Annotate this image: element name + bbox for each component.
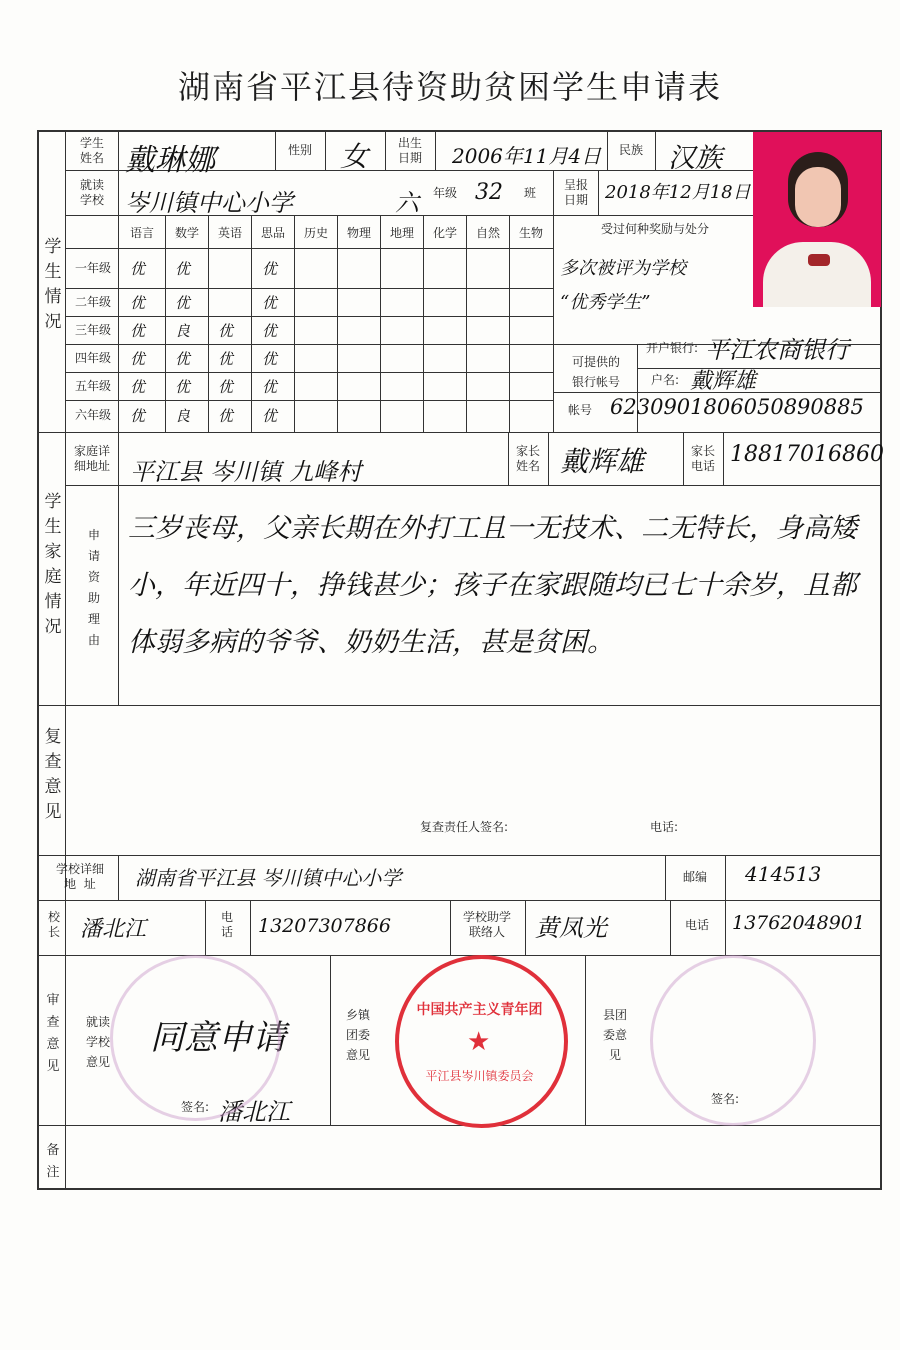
section-remarks: 备 注 [46, 1143, 60, 1180]
label-bank: 开户银行: [645, 341, 699, 355]
score: 优 [218, 407, 234, 425]
grade-label: 五年级 [74, 379, 111, 393]
label-parent: 家长 姓名 [515, 444, 540, 473]
birth-value: 2006年11月4日 [452, 144, 602, 168]
score: 优 [175, 378, 191, 396]
student-name-value: 戴琳娜 [125, 143, 215, 178]
label-review-signer: 复查责任人签名: [420, 820, 509, 834]
gender-value: 女 [340, 140, 369, 173]
label-address: 家庭详 细地址 [73, 444, 110, 473]
star-icon: ★ [467, 1027, 491, 1057]
score: 优 [218, 322, 234, 340]
label-account: 帐号 [567, 403, 592, 417]
label-bank-account: 可提供的 银行帐号 [571, 355, 620, 389]
score: 优 [262, 407, 278, 425]
ethnicity-value: 汉族 [668, 143, 722, 174]
grade-label: 六年级 [74, 408, 111, 422]
label-county-opinion: 县团 委意 见 [602, 1008, 627, 1062]
class-value: 32 [475, 180, 503, 205]
score: 优 [262, 260, 278, 278]
holder-value: 戴辉雄 [690, 369, 757, 394]
contact-phone-value: 13762048901 [732, 912, 865, 934]
label-town-opinion: 乡镇 团委 意见 [345, 1008, 370, 1062]
section-review: 复 查 意 见 [44, 727, 62, 822]
label-birth: 出生 日期 [397, 136, 422, 165]
grade-label: 三年级 [74, 323, 111, 337]
account-value: 6230901806050890885 [610, 395, 864, 419]
subject-6: 地理 [389, 226, 414, 240]
subject-0: 语言 [129, 226, 154, 240]
subject-4: 历史 [303, 226, 328, 240]
label-signature2: 签名: [710, 1092, 740, 1106]
section-approval: 审 查 意 见 [46, 993, 60, 1074]
label-holder: 户名: [650, 373, 680, 387]
label-ethnicity: 民族 [618, 143, 643, 157]
label-student-name: 学生 姓名 [79, 136, 104, 165]
principal-phone-value: 13207307866 [258, 915, 391, 937]
score: 优 [130, 322, 146, 340]
label-parent-phone: 家长 电话 [690, 444, 715, 473]
label-review-phone: 电话: [650, 820, 679, 834]
label-principal: 校 长 [47, 910, 60, 939]
label-awards: 受过何种奖励与处分 [600, 222, 709, 236]
score: 优 [130, 260, 146, 278]
score: 优 [175, 260, 191, 278]
score: 优 [262, 294, 278, 312]
address-value: 平江县 岑川镇 九峰村 [130, 458, 362, 486]
score: 优 [218, 350, 234, 368]
subject-3: 思品 [260, 226, 285, 240]
awards-value: 多次被评为学校 “优秀学生” [560, 258, 686, 313]
student-photo [753, 132, 881, 307]
subject-5: 物理 [346, 226, 371, 240]
score: 优 [262, 378, 278, 396]
label-postcode: 邮编 [682, 870, 707, 884]
school-address-value: 湖南省平江县 岑川镇中心小学 [135, 866, 402, 890]
school-opinion-value: 同意申请 [150, 1018, 286, 1058]
parent-phone-value: 18817016860 [730, 442, 884, 467]
official-stamp [395, 955, 568, 1128]
score: 良 [175, 322, 191, 340]
label-grade: 年级 [432, 186, 457, 200]
stamp-sub: 平江县岑川镇委员会 [425, 1069, 534, 1083]
section-student: 学 生 情 况 [44, 237, 62, 332]
score: 优 [130, 378, 146, 396]
page-title: 湖南省平江县待资助贫困学生申请表 [177, 68, 722, 106]
stamp-text: 中国共产主义青年团 [416, 1002, 543, 1018]
grade-label: 一年级 [74, 261, 111, 275]
score: 优 [130, 350, 146, 368]
subject-8: 自然 [475, 226, 500, 240]
score: 优 [262, 350, 278, 368]
contact-value: 黄凤光 [535, 914, 607, 942]
subject-9: 生物 [518, 226, 543, 240]
bank-value: 平江农商银行 [705, 336, 849, 364]
label-gender: 性别 [287, 143, 312, 157]
parent-value: 戴辉雄 [560, 445, 645, 478]
section-family: 学 生 家 庭 情 况 [44, 492, 62, 637]
score: 优 [175, 294, 191, 312]
grade-label: 二年级 [74, 295, 111, 309]
label-contact-phone: 电话 [684, 918, 709, 932]
reason-value: 三岁丧母，父亲长期在外打工且一无技术、二无特长，身高矮小，年近四十，挣钱甚少；孩子在家跟随均已七十余岁，且都体弱多病的爷爷、奶奶生活，甚是贫困。 [128, 513, 857, 658]
label-school-address: 学校详细 地 址 [55, 862, 104, 891]
school-value: 岑川镇中心小学 [125, 189, 293, 217]
label-principal-phone: 电 话 [220, 910, 233, 939]
faint-stamp [110, 955, 281, 1121]
label-signature: 签名: [180, 1100, 210, 1114]
grade-value: 六 [395, 189, 419, 217]
postcode-value: 414513 [745, 862, 822, 886]
grade-label: 四年级 [74, 351, 111, 365]
score: 优 [175, 350, 191, 368]
label-class-unit: 班 [523, 186, 536, 200]
subject-7: 化学 [432, 226, 457, 240]
label-school: 就读 学校 [79, 178, 104, 207]
label-aid-contact: 学校助学 联络人 [462, 910, 511, 939]
faint-stamp [650, 955, 816, 1126]
label-school-opinion: 就读 学校 意见 [85, 1015, 110, 1069]
label-reason: 申 请 资 助 理 由 [87, 528, 100, 647]
score: 良 [175, 407, 191, 425]
score: 优 [218, 378, 234, 396]
principal-value: 潘北江 [80, 917, 147, 942]
school-sign-value: 潘北江 [218, 1098, 290, 1126]
subject-1: 数学 [174, 226, 199, 240]
score: 优 [130, 294, 146, 312]
report-date-value: 2018年12月18日 [605, 182, 751, 203]
score: 优 [130, 407, 146, 425]
score: 优 [262, 322, 278, 340]
label-report-date: 呈报 日期 [563, 178, 588, 207]
subject-2: 英语 [217, 226, 242, 240]
